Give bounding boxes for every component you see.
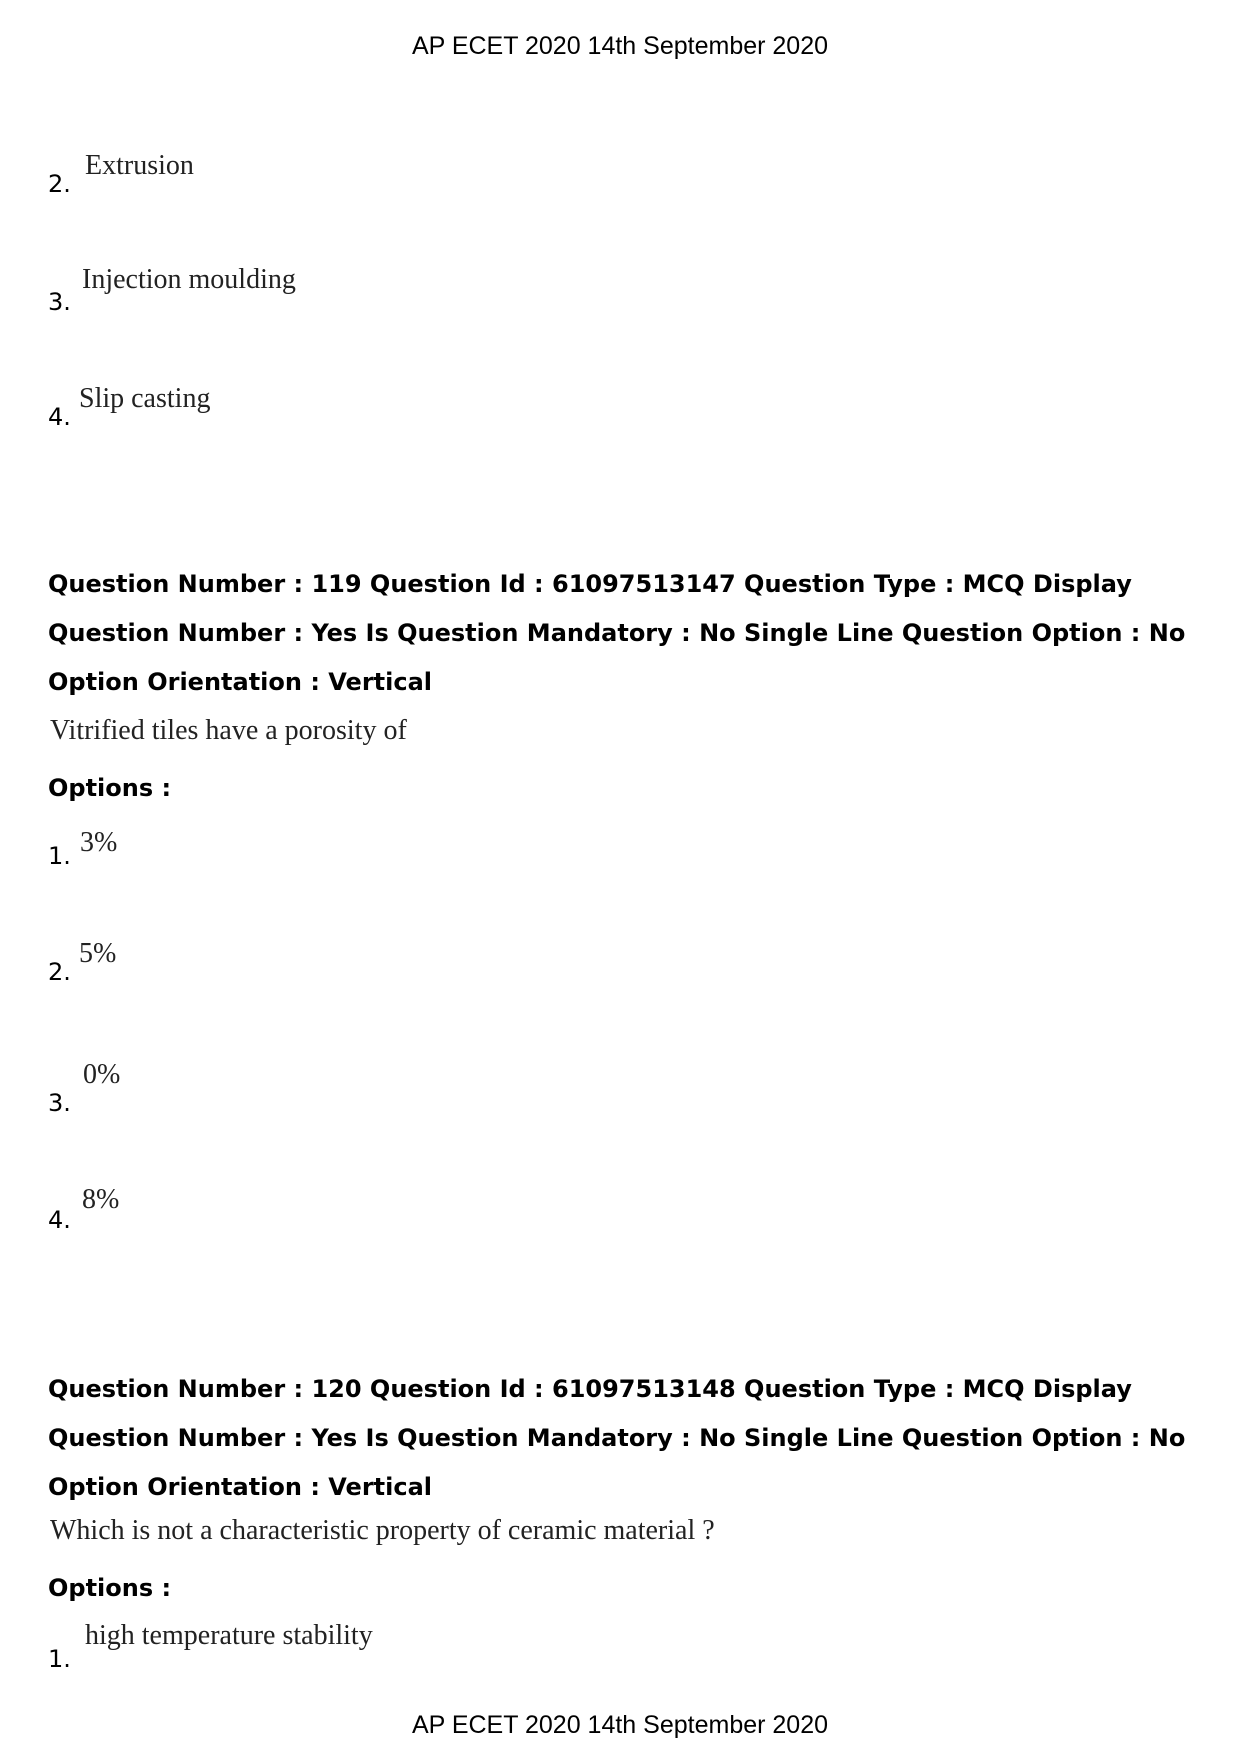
question-text: Vitrified tiles have a porosity of <box>50 715 407 746</box>
page-footer: AP ECET 2020 14th September 2020 <box>411 1711 829 1739</box>
option-number: 4. <box>48 1206 71 1234</box>
option-text: Slip casting <box>79 383 211 414</box>
option-number: 2. <box>48 170 71 198</box>
option-text: 3% <box>80 827 118 858</box>
question-meta: Question Number : 120 Question Id : 61097513148 Question Type : MCQ Display Question Number : Yes Is Question Mandatory : No Single Line Question Option : No Option Orientation : Vertical <box>48 1375 1186 1501</box>
option-number: 3. <box>48 1089 71 1117</box>
question-text: Which is not a characteristic property of ceramic material ? <box>50 1515 715 1546</box>
options-label: Options : <box>48 1574 172 1602</box>
option-text: 0% <box>83 1059 121 1090</box>
question-meta: Question Number : 119 Question Id : 61097513147 Question Type : MCQ Display Question Number : Yes Is Question Mandatory : No Single Line Question Option : No Option Orientation : Vertical <box>48 570 1186 696</box>
page-header: AP ECET 2020 14th September 2020 <box>411 32 829 60</box>
option-text: Injection moulding <box>82 264 296 295</box>
option-number: 2. <box>48 958 71 986</box>
option-number: 3. <box>48 288 71 316</box>
option-number: 1. <box>48 842 71 870</box>
options-label: Options : <box>48 774 172 802</box>
option-text: high temperature stability <box>85 1620 373 1651</box>
option-text: Extrusion <box>85 150 194 181</box>
option-text: 8% <box>82 1184 120 1215</box>
option-text: 5% <box>79 938 117 969</box>
option-number: 1. <box>48 1645 71 1673</box>
option-number: 4. <box>48 403 71 431</box>
